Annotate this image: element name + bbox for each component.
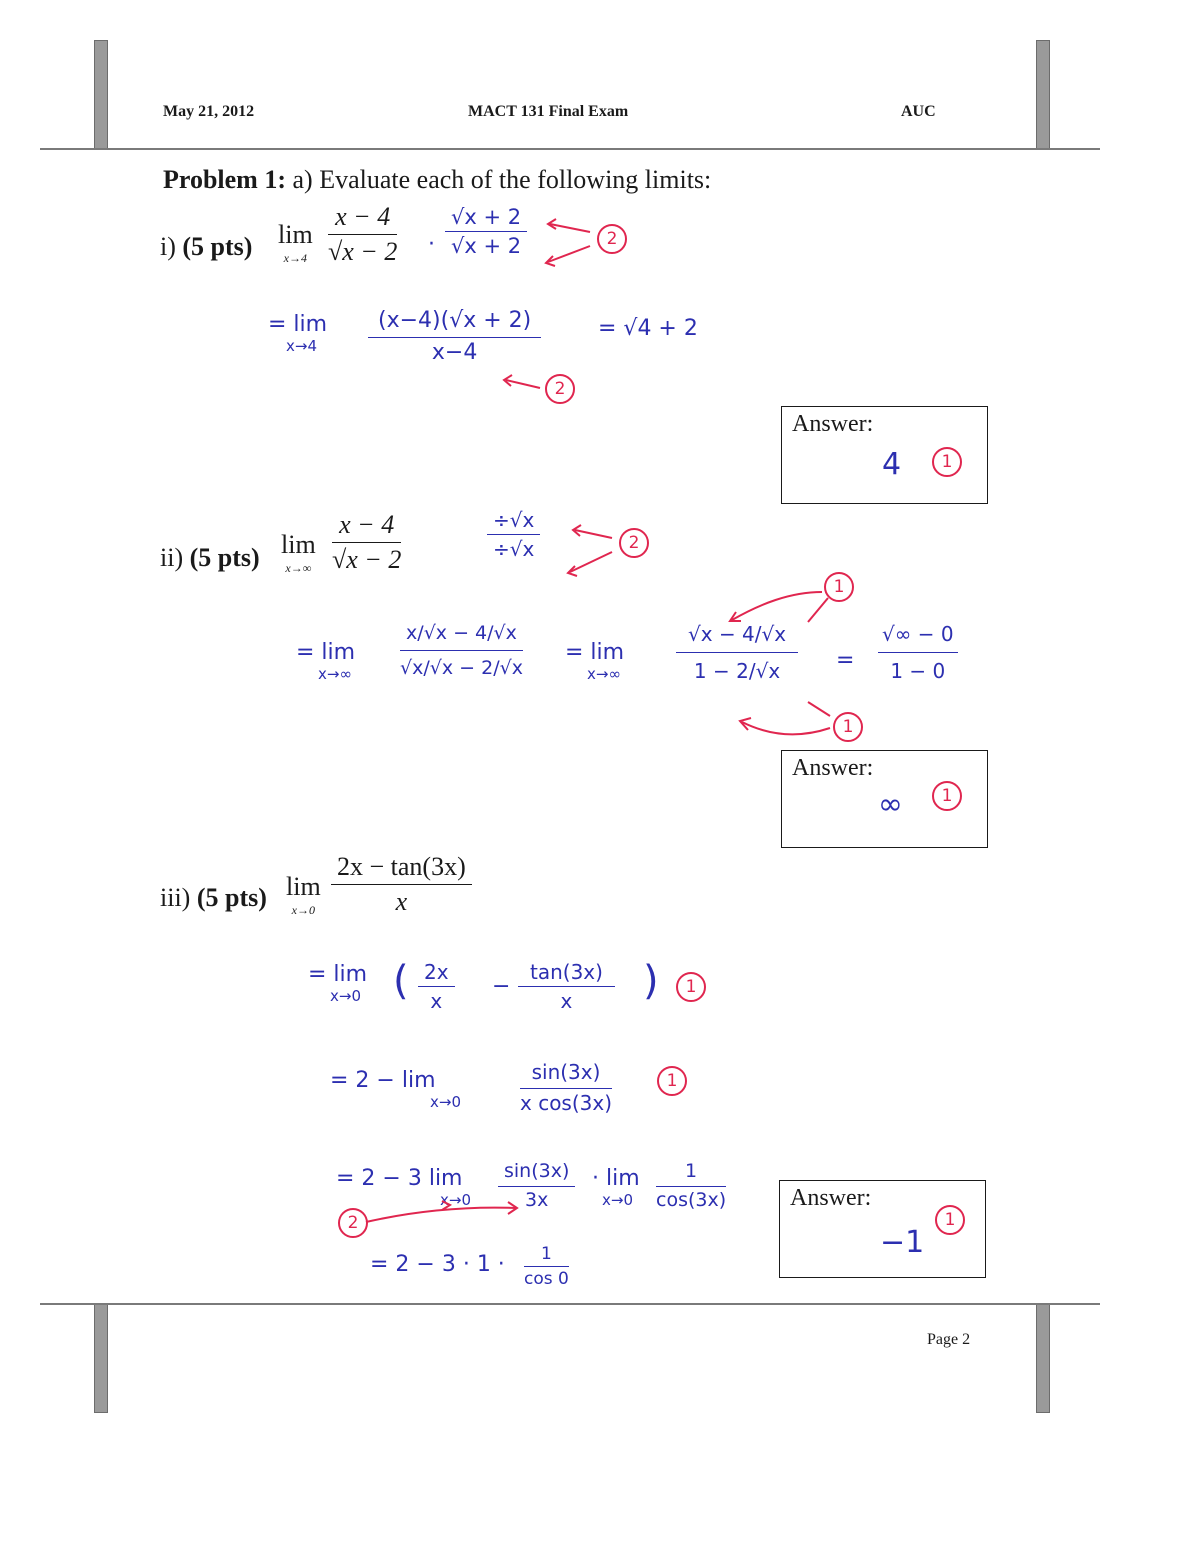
part-i-mult-num: √x + 2 xyxy=(445,205,527,232)
part-ii-mult-num: ÷√x xyxy=(487,508,540,535)
part-iii-l1-f2-num: tan(3x) xyxy=(518,960,615,987)
part-i-step-num: (x−4)(√x + 2) xyxy=(368,308,541,338)
part-ii-s2-lim-text: = lim xyxy=(565,640,625,665)
part-ii-s2-num: √x − 4/√x xyxy=(676,622,798,653)
part-ii-s1-num: x/√x − 4/√x xyxy=(400,622,523,651)
part-iii-l1-open: ( xyxy=(393,958,409,1004)
part-iii-l3-den: 3x xyxy=(525,1189,549,1211)
part-ii-s1-lim-text: = lim xyxy=(296,640,356,665)
part-iii-l2-pre-text: = 2 − lim xyxy=(330,1068,436,1093)
part-i-dot: · xyxy=(428,232,435,257)
part-i-mark-a: 2 xyxy=(597,224,627,254)
part-ii-s3-num: √∞ − 0 xyxy=(878,622,958,653)
part-i-step-den: x−4 xyxy=(431,340,478,365)
part-ii-lim: lim x→∞ xyxy=(281,530,316,575)
part-i-step-result: = √4 + 2 xyxy=(598,316,698,341)
part-iii-l1-mark: 1 xyxy=(676,972,706,1002)
part-iii-l2-mark: 1 xyxy=(657,1066,687,1096)
arrow-ii-a1 xyxy=(575,530,612,538)
part-ii-points: (5 pts) xyxy=(189,543,260,572)
part-iii-denominator: x xyxy=(395,887,408,916)
part-ii-s3-eq: = xyxy=(836,648,855,673)
part-iii-l1-lim-text: = lim xyxy=(308,962,368,987)
part-iii-l1-lim-sub: x→0 xyxy=(330,987,361,1005)
part-iii-lim: lim x→0 xyxy=(286,872,321,917)
part-i-lim: lim x→4 xyxy=(278,220,313,265)
part-iii-l3-num-2: 1 xyxy=(656,1160,726,1187)
part-ii-mult-den: ÷√x xyxy=(493,537,535,561)
part-i-mark-b: 2 xyxy=(545,374,575,404)
part-ii-denominator: √x − 2 xyxy=(332,545,402,574)
part-i-lim-sub: x→4 xyxy=(283,251,307,265)
answer-ii-label: Answer: xyxy=(792,755,874,781)
part-iii-l4-num: 1 xyxy=(524,1244,569,1267)
part-ii-lim-sub: x→∞ xyxy=(285,561,312,575)
arrow-ii-a2 xyxy=(570,552,612,572)
part-iii-l3-num: sin(3x) xyxy=(498,1160,575,1187)
part-i-points: (5 pts) xyxy=(182,232,253,261)
part-iii-l3-lim-sub-2: x→0 xyxy=(602,1191,633,1209)
part-ii-s2-den: 1 − 2/√x xyxy=(693,659,781,683)
footer-page-number: Page 2 xyxy=(927,1331,971,1348)
part-ii-s1-den: √x/√x − 2/√x xyxy=(400,657,523,679)
part-ii-mark-bottom: 1 xyxy=(833,712,863,742)
problem-title-text: a) Evaluate each of the following limits: xyxy=(286,165,712,194)
arrow-ii-bot2 xyxy=(808,702,830,716)
part-iii-l4-pre: = 2 − 3 · 1 · xyxy=(370,1252,505,1277)
arrow-i-a2 xyxy=(548,246,590,262)
answer-ii-value: ∞ xyxy=(878,787,903,822)
part-i-step-lim-sub: x→4 xyxy=(286,337,317,355)
answer-iii-mark: 1 xyxy=(935,1205,965,1235)
header-school: AUC xyxy=(901,103,936,120)
answer-i-mark: 1 xyxy=(932,447,962,477)
part-iii-l4-den: cos 0 xyxy=(524,1269,569,1289)
answer-i-value: 4 xyxy=(882,447,902,482)
part-ii-s3-den: 1 − 0 xyxy=(890,659,946,683)
part-iii-l3-den-2: cos(3x) xyxy=(656,1189,727,1211)
part-ii-mark-a: 2 xyxy=(619,528,649,558)
part-iii-l3-dot-text: · lim xyxy=(592,1166,640,1191)
part-ii-s2-lim-sub: x→∞ xyxy=(587,665,621,683)
arrow-ii-top2 xyxy=(808,598,828,622)
part-i-step-lim-text: = lim xyxy=(268,312,328,337)
arrow-ii-bot xyxy=(742,722,830,734)
arrow-iii xyxy=(366,1208,516,1222)
header-date: May 21, 2012 xyxy=(163,103,255,120)
part-iii-l2-den: x cos(3x) xyxy=(520,1091,613,1115)
answer-iii-value: −1 xyxy=(880,1225,925,1260)
arrow-i-b xyxy=(506,380,540,388)
part-i-mult-den: √x + 2 xyxy=(451,234,522,258)
part-ii-number: ii) xyxy=(160,543,184,572)
part-iii-number: iii) xyxy=(160,883,191,912)
part-iii-points: (5 pts) xyxy=(196,883,267,912)
part-iii-l3-mark: 2 xyxy=(338,1208,368,1238)
problem-title-bold: Problem 1: xyxy=(163,165,286,194)
part-iii-l3-pre-text: = 2 − 3 lim xyxy=(336,1166,463,1191)
part-i-number: i) xyxy=(160,232,176,261)
part-i-numerator: x − 4 xyxy=(328,202,397,235)
part-iii-lim-sub: x→0 xyxy=(291,903,315,917)
part-iii-l1-minus: − xyxy=(492,974,511,999)
answer-iii-label: Answer: xyxy=(790,1185,872,1211)
arrow-ii-top xyxy=(732,592,822,620)
part-iii-l1-f1-den: x xyxy=(430,989,443,1013)
part-iii-l1-f2-den: x xyxy=(560,989,573,1013)
part-ii-numerator: x − 4 xyxy=(332,510,401,543)
part-iii-l1-f1-num: 2x xyxy=(418,960,455,987)
part-iii-l3-lim-sub: x→0 xyxy=(440,1191,471,1209)
part-ii-mark-top: 1 xyxy=(824,572,854,602)
answer-i-label: Answer: xyxy=(792,411,874,437)
part-iii-numerator: 2x − tan(3x) xyxy=(331,852,472,885)
header-course: MACT 131 Final Exam xyxy=(468,103,629,120)
answer-ii-mark: 1 xyxy=(932,781,962,811)
part-iii-l2-num: sin(3x) xyxy=(520,1060,612,1089)
part-iii-l2-lim-sub: x→0 xyxy=(430,1093,461,1111)
part-ii-s1-lim-sub: x→∞ xyxy=(318,665,352,683)
part-i-denominator: √x − 2 xyxy=(328,237,398,266)
part-iii-l1-close: ) xyxy=(643,958,659,1004)
